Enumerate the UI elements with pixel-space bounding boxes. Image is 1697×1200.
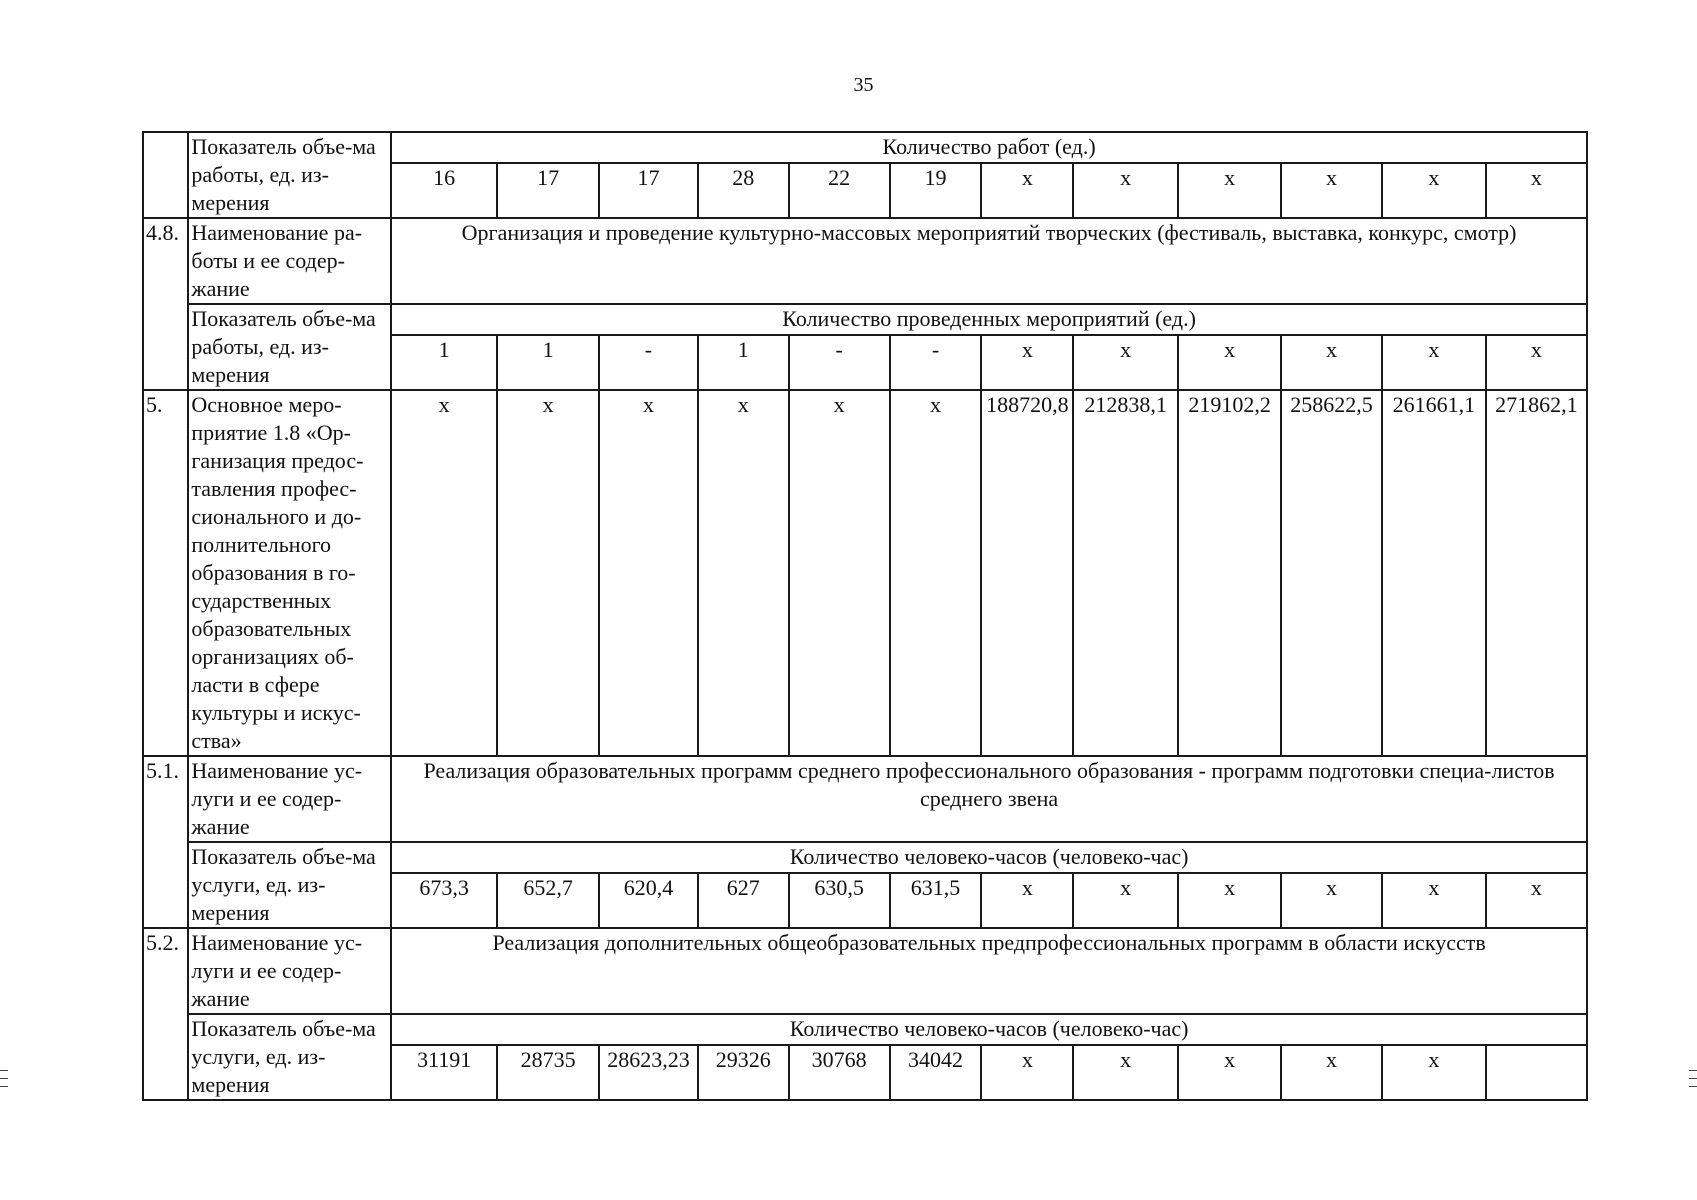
value-cell: x [1073,873,1178,928]
indicator-title: Количество проведенных мероприятий (ед.) [391,304,1587,335]
value-cell: x [981,1045,1073,1100]
indicator-label: Показатель объе-ма услуги, ед. из-мерения [188,842,391,928]
table-row [143,756,1587,842]
section-title: Реализация образовательных программ среднего профессионального образования - программ подготовки специа-листов среднего звена [391,756,1587,842]
value-cell: 188720,8 [981,390,1073,756]
row-number: 5.1. [143,756,188,928]
value-cell: x [1178,335,1281,390]
row-number [143,132,188,218]
value-cell: - [890,335,982,390]
table-row [143,842,1587,873]
value-cell: 271862,1 [1486,390,1587,756]
value-cell: 212838,1 [1073,390,1178,756]
section-title: Организация и проведение культурно-массовых мероприятий творческих (фестиваль, выставка, конкурс, смотр) [391,218,1587,304]
table-row [143,390,1587,756]
value-cell: 1 [497,335,599,390]
value-cell: - [599,335,698,390]
table-row [143,218,1587,304]
table-row [143,304,1587,335]
indicator-label: Показатель объе-ма работы, ед. из-мерения [188,304,391,390]
value-cell: 22 [789,163,890,218]
value-cell: 28 [698,163,789,218]
value-cell: x [1073,1045,1178,1100]
value-cell: 620,4 [599,873,698,928]
value-cell: x [1281,873,1382,928]
value-cell: 17 [497,163,599,218]
value-cell: x [981,873,1073,928]
value-cell: 28623,23 [599,1045,698,1100]
value-cell: x [1281,1045,1382,1100]
value-cell: x [1382,163,1486,218]
scan-edge-mark [1689,1078,1697,1079]
value-cell: x [1073,163,1178,218]
table-row [143,1014,1587,1045]
indicator-label: Показатель объе-ма услуги, ед. из-мерения [188,1014,391,1100]
value-cell: 631,5 [890,873,982,928]
value-cell: x [981,163,1073,218]
row-number: 4.8. [143,218,188,390]
value-cell: x [1281,335,1382,390]
value-cell: x [391,390,497,756]
scan-edge-mark [0,1070,8,1071]
value-cell: 1 [391,335,497,390]
scan-edge-mark [0,1078,8,1079]
value-cell: x [1486,163,1587,218]
scan-edge-mark [1689,1086,1697,1087]
value-cell: x [599,390,698,756]
value-cell: x [1382,1045,1486,1100]
section-title: Реализация дополнительных общеобразовательных предпрофессиональных программ в области искусств [391,928,1587,1014]
value-cell: x [1382,335,1486,390]
value-cell: - [789,335,890,390]
value-cell: x [1178,163,1281,218]
value-cell: x [981,335,1073,390]
value-cell: 630,5 [789,873,890,928]
value-cell: 627 [698,873,789,928]
value-cell: x [890,390,982,756]
value-cell: 17 [599,163,698,218]
value-cell: 1 [698,335,789,390]
value-cell: x [1281,163,1382,218]
value-cell: x [1382,873,1486,928]
row-number: 5.2. [143,928,188,1100]
value-cell: 31191 [391,1045,497,1100]
value-cell: 29326 [698,1045,789,1100]
value-cell: 673,3 [391,873,497,928]
value-cell: 34042 [890,1045,982,1100]
measure-label: Основное меро-приятие 1.8 «Ор-ганизация предос-тавления профес-сионального и до-полнительного образования в го-сударственных образовательных организациях об-ласти в сфере культуры и искус-ства» [188,390,391,756]
value-cell: 28735 [497,1045,599,1100]
value-cell: 261661,1 [1382,390,1486,756]
page-number: 35 [853,74,874,96]
value-cell: 30768 [789,1045,890,1100]
scan-edge-mark [1689,1070,1697,1071]
row-number: 5. [143,390,188,756]
table-row [143,928,1587,1014]
table-row [143,132,1587,163]
value-cell: x [1486,335,1587,390]
value-cell: 219102,2 [1178,390,1281,756]
value-cell: 652,7 [497,873,599,928]
indicator-title: Количество человеко-часов (человеко-час) [391,1014,1587,1045]
indicator-title: Количество работ (ед.) [391,132,1587,163]
value-cell: 16 [391,163,497,218]
section-label: Наименование ус-луги и ее содер-жание [188,928,391,1014]
value-cell: x [1073,335,1178,390]
value-cell: x [1178,1045,1281,1100]
value-cell [1486,1045,1587,1100]
value-cell: 258622,5 [1281,390,1382,756]
section-label: Наименование ра-боты и ее содер-жание [188,218,391,304]
program-table [142,131,1588,1101]
value-cell: x [497,390,599,756]
indicator-title: Количество человеко-часов (человеко-час) [391,842,1587,873]
section-label: Наименование ус-луги и ее содер-жание [188,756,391,842]
indicator-label: Показатель объе-ма работы, ед. из-мерения [188,132,391,218]
value-cell: x [698,390,789,756]
value-cell: x [789,390,890,756]
value-cell: 19 [890,163,982,218]
scan-edge-mark [0,1086,8,1087]
value-cell: x [1178,873,1281,928]
value-cell: x [1486,873,1587,928]
